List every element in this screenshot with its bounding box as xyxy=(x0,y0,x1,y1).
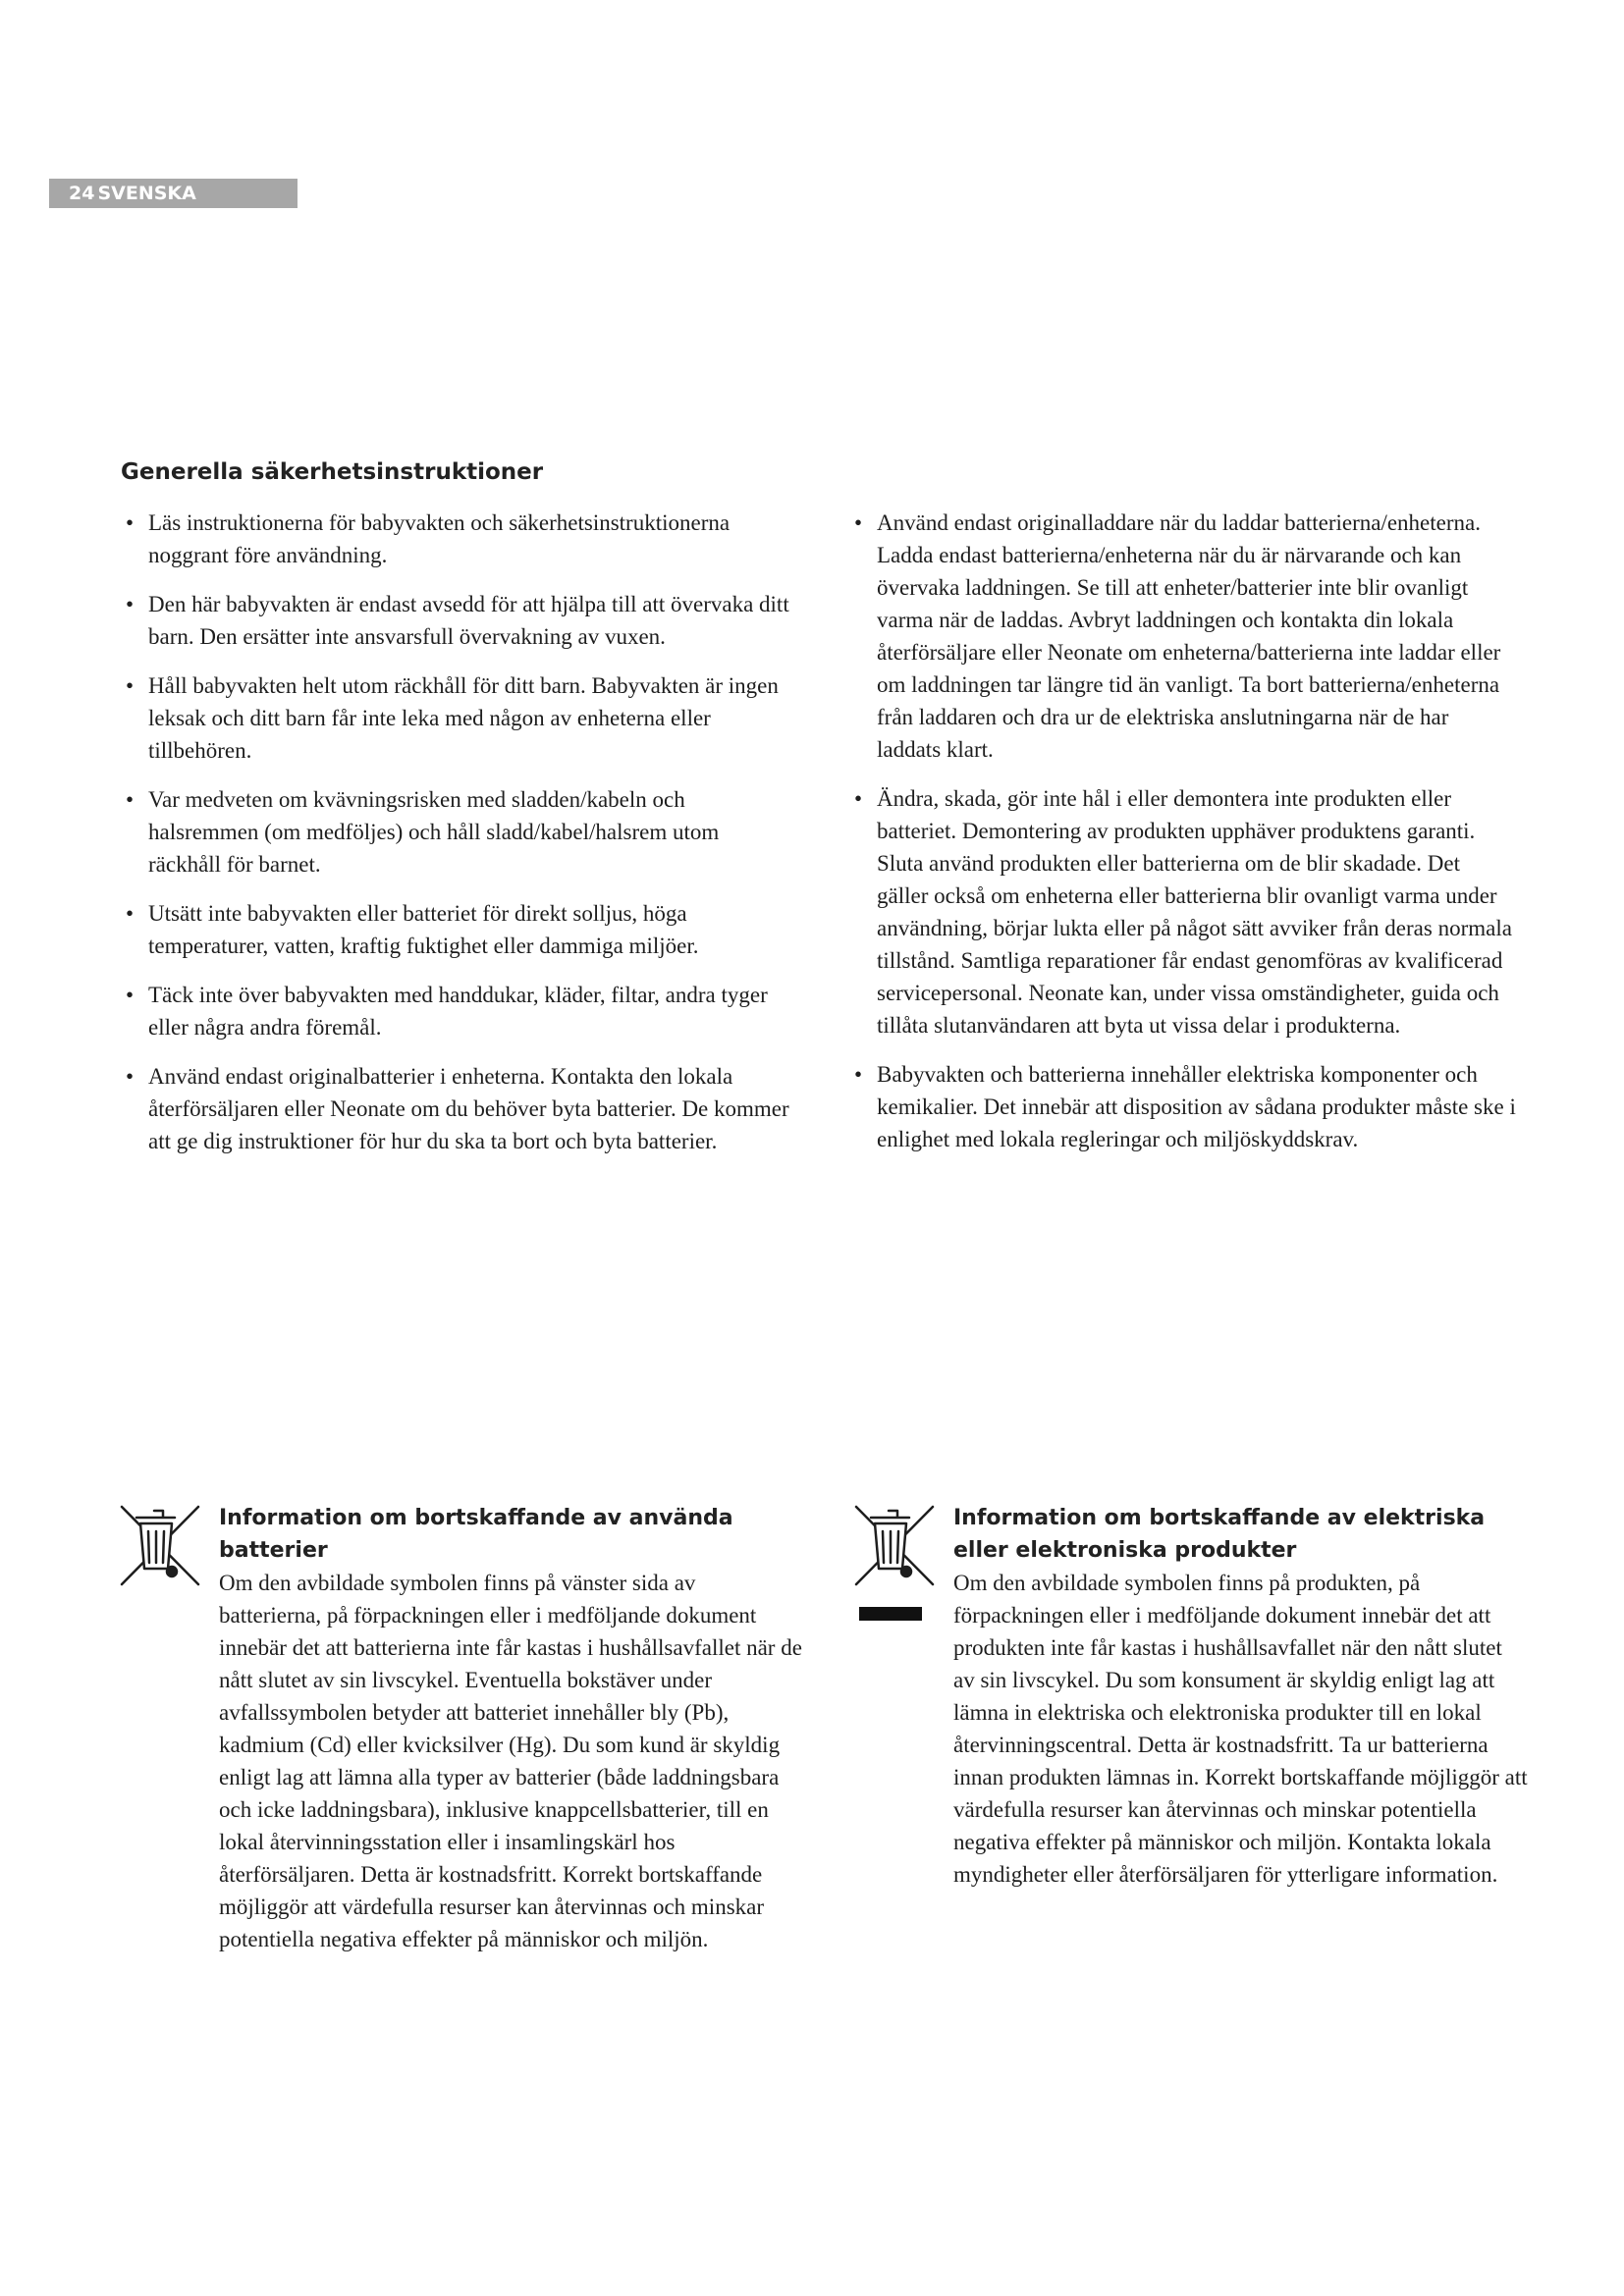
list-item: • Den här babyvakten är endast avsedd för att hjälpa till att övervaka ditt barn. Den ersätter inte ansvarsfull övervakning av vuxen. xyxy=(126,588,793,653)
battery-disposal-body: Om den avbildade symbolen finns på vänster sida av batterierna, på förpackningen eller i medföljande dokument innebär det att batterierna inte får kastas i hushållsavfallet när de nått slutet av sin livscykel. Eventuella bokstäver under avfallssymbolen betyder att batteriet innehåller bly (Pb), kadmium (Cd) eller kvicksilver (Hg). Du som kund är skyldig enligt lag att lämna alla typer av batterier (både laddningsbara och icke laddningsbara), inklusive knappcellsbatterier, till en lokal återvinningsstation eller i insamlingskärl hos återförsäljaren. Detta är kostnadsfritt. Korrekt bortskaffande möjliggör att värdefulla resurser kan återvinnas och minskar potentiella negativa effekter på människor och miljön. xyxy=(219,1571,802,1951)
list-item: • Använd endast originalladdare när du laddar batterierna/enheterna. Ladda endast batterierna/enheterna när du är närvarande och kan övervaka laddningen. Se till att enheter/batterier inte blir ovanligt varma när de laddas. Avbryt laddningen och kontakta din lokala återförsäljare eller Neonate om enheterna/batterierna inte laddar eller om laddningen tar längre tid än vanligt. Ta bort batterierna/enheterna från laddaren och dra ur de elektriska anslutningarna när de har laddats klart. xyxy=(854,507,1517,766)
black-bar-marker xyxy=(859,1607,922,1621)
page-number: 24 xyxy=(69,183,95,204)
list-item: • Håll babyvakten helt utom räckhåll för ditt barn. Babyvakten är ingen leksak och ditt barn får inte leka med någon av enheterna eller tillbehören. xyxy=(126,669,793,767)
list-item: • Ändra, skada, gör inte hål i eller demontera inte produkten eller batteriet. Demontering av produkten upphäver produktens garanti. Sluta använd produkten eller batterierna om de blir skadade. Det gäller också om enheterna eller batterierna blir ovanligt varma under användning, börjar lukta eller på något sätt avviker från deras normala tillstånd. Samtliga reparationer får endast genomföras av kvalificerad servicepersonal. Neonate kan, under vissa omständigheter, guida och tillåta slutanvändaren att byta ut vissa delar i produkterna. xyxy=(854,782,1517,1041)
general-safety-title: Generella säkerhetsinstruktioner xyxy=(121,459,544,485)
electronics-disposal-title: Information om bortskaffande av elektriska eller elektroniska produkter xyxy=(953,1506,1486,1563)
list-item: • Var medveten om kvävningsrisken med sladden/kabeln och halsremmen (om medföljes) och håll sladd/kabel/halsrem utom räckhåll för barnet. xyxy=(126,783,793,881)
list-item: • Läs instruktionerna för babyvakten och säkerhetsinstruktionerna noggrant före användning. xyxy=(126,507,793,571)
battery-disposal-title: Information om bortskaffande av använda batterier xyxy=(219,1506,733,1563)
list-item: • Använd endast originalbatterier i enheterna. Kontakta den lokala återförsäljaren eller Neonate om du behöver byta batterier. De kommer att ge dig instruktioner för hur du ska ta bort och byta batterier. xyxy=(126,1060,793,1157)
general-safety-list-left xyxy=(126,507,793,1174)
crossed-out-wheelie-bin-icon xyxy=(852,1502,937,1621)
crossed-out-wheelie-bin-icon xyxy=(118,1502,202,1593)
section-label: SVENSKA xyxy=(97,183,196,204)
general-safety-list-right xyxy=(854,507,1517,1172)
list-item: • Utsätt inte babyvakten eller batteriet för direkt solljus, höga temperaturer, vatten, kraftig fuktighet eller dammiga miljöer. xyxy=(126,897,793,962)
list-item: • Täck inte över babyvakten med handdukar, kläder, filtar, andra tyger eller några andra föremål. xyxy=(126,979,793,1043)
list-item: • Babyvakten och batterierna innehåller elektriska komponenter och kemikalier. Det innebär att disposition av sådana produkter måste ske i enlighet med lokala regleringar och miljöskyddskrav. xyxy=(854,1058,1517,1155)
page-header-bar xyxy=(49,179,298,208)
electronics-disposal-body: Om den avbildade symbolen finns på produkten, på förpackningen eller i medföljande dokument innebär det att produkten inte får kastas i hushållsavfallet när den nått slutet av sin livscykel. Du som konsument är skyldig enligt lag att lämna in elektriska och elektroniska produkter till en lokal återvinningscentral. Detta är kostnadsfritt. Ta ur batterierna innan produkten lämnas in. Korrekt bortskaffande möjliggör att värdefulla resurser kan återvinnas och minskar potentiella negativa effekter på människor och miljön. Kontakta lokala myndigheter eller återförsäljaren för ytterligare information. xyxy=(953,1571,1528,1887)
